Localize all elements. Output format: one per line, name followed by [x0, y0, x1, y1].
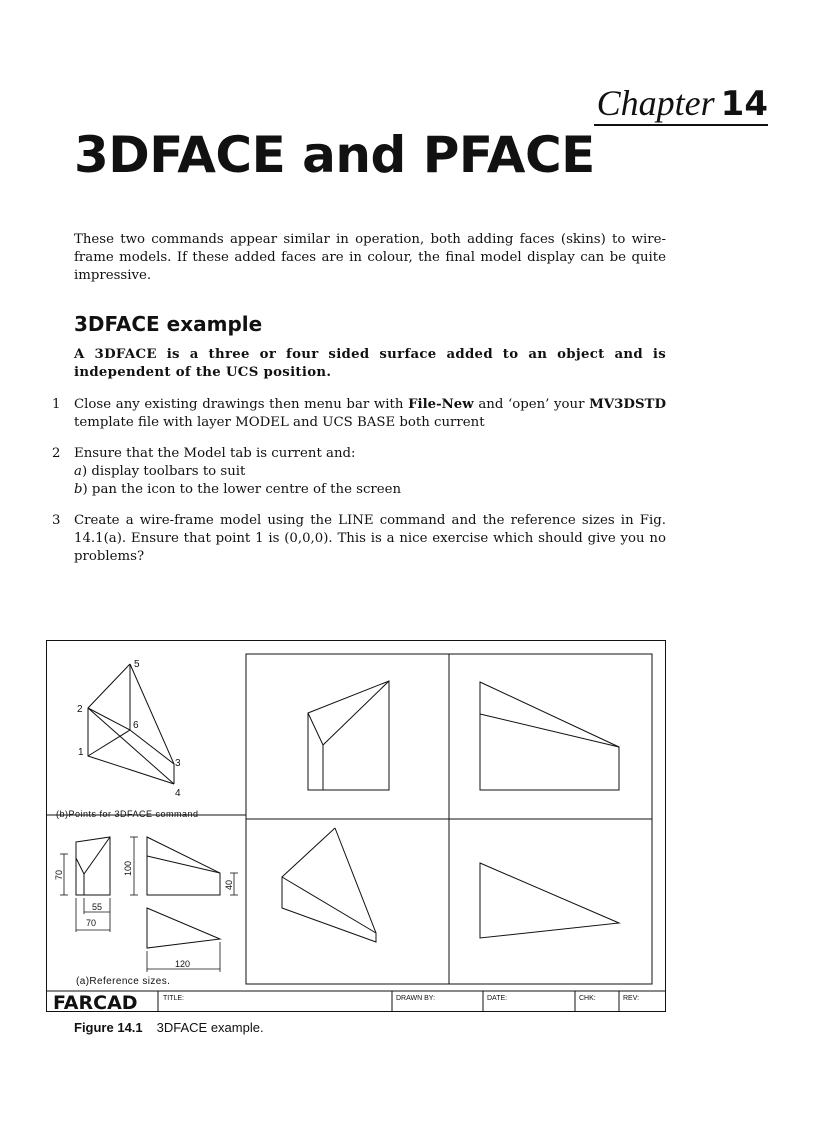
step-number: 2 — [52, 446, 61, 461]
chapter-rule — [594, 124, 768, 126]
step-number: 3 — [52, 513, 61, 528]
dim-70-vertical: 70 — [54, 869, 64, 880]
title-field: TITLE: — [163, 995, 185, 1002]
chapter-word: Chapter — [596, 83, 715, 123]
points-caption: (b)Points for 3DFACE command — [56, 809, 199, 819]
point-label-1: 1 — [78, 747, 84, 758]
step-number: 1 — [52, 397, 61, 412]
sub-item-a — [74, 463, 666, 481]
viewport-top-right — [480, 682, 619, 790]
viewport-top-left — [308, 681, 389, 790]
points-wireframe — [88, 664, 174, 784]
farcad-logo: FARCAD — [53, 992, 138, 1012]
date-field: DATE: — [487, 995, 508, 1002]
chapter-title: 3DFACE and PFACE — [74, 126, 595, 184]
point-label-2: 2 — [77, 704, 83, 715]
template-name: MV3DSTD — [589, 397, 666, 412]
viewport-bottom-right — [480, 863, 619, 938]
step-text: and ‘open’ your — [473, 397, 590, 412]
step-item — [52, 512, 666, 566]
dimension-lines — [60, 837, 238, 972]
figure-label: Figure 14.1 — [74, 1020, 143, 1035]
point-label-3: 3 — [175, 758, 181, 769]
sub-item-b — [74, 481, 666, 499]
step-item — [52, 445, 666, 499]
drawn-by-field: DRAWN BY: — [396, 995, 436, 1002]
lead-paragraph: A 3DFACE is a three or four sided surface added to an object and is independent of the UCS position. — [74, 347, 666, 380]
point-label-4: 4 — [175, 788, 181, 799]
intro-paragraph: These two commands appear similar in operation, both adding faces (skins) to wire-frame models. If these added faces are in colour, the final model display can be quite impressive. — [74, 232, 666, 283]
figure-drawing — [46, 640, 666, 1012]
dim-100: 100 — [123, 860, 133, 876]
figure-caption-text: 3DFACE example. — [156, 1020, 264, 1035]
step-text: Close any existing drawings then menu bar with — [74, 397, 409, 412]
sub-text: ) display toolbars to suit — [81, 464, 246, 479]
chapter-number: 14 — [720, 84, 768, 124]
rev-field: REV: — [623, 995, 640, 1002]
sub-text: ) pan the icon to the lower centre of the screen — [82, 482, 402, 497]
title-block — [46, 991, 666, 1012]
sub-label: b — [74, 482, 83, 497]
dim-40: 40 — [224, 879, 234, 890]
dim-70-horizontal: 70 — [86, 918, 97, 928]
chapter-label — [597, 82, 768, 124]
reference-caption: (a)Reference sizes. — [76, 976, 171, 987]
section-heading: 3DFACE example — [74, 312, 263, 336]
step-text: template file with layer MODEL and UCS BASE both current — [74, 415, 485, 430]
chk-field: CHK: — [579, 995, 596, 1002]
viewport-bottom-left — [282, 828, 376, 942]
menu-file-new: File-New — [408, 397, 474, 412]
reference-views — [76, 837, 220, 948]
point-label-5: 5 — [134, 659, 140, 670]
dim-120: 120 — [175, 959, 191, 969]
sub-label: a — [74, 464, 82, 479]
step-text: Ensure that the Model tab is current and: — [74, 446, 356, 461]
point-label-6: 6 — [133, 720, 139, 731]
figure-caption — [74, 1020, 264, 1035]
step-item — [52, 396, 666, 432]
dim-55: 55 — [92, 902, 103, 912]
step-text: Create a wire-frame model using the LINE command and the reference sizes in Fig. 14.1(a). Ensure that point 1 is (0,0,0). This is a nice exercise which should give you no problems? — [74, 513, 666, 564]
